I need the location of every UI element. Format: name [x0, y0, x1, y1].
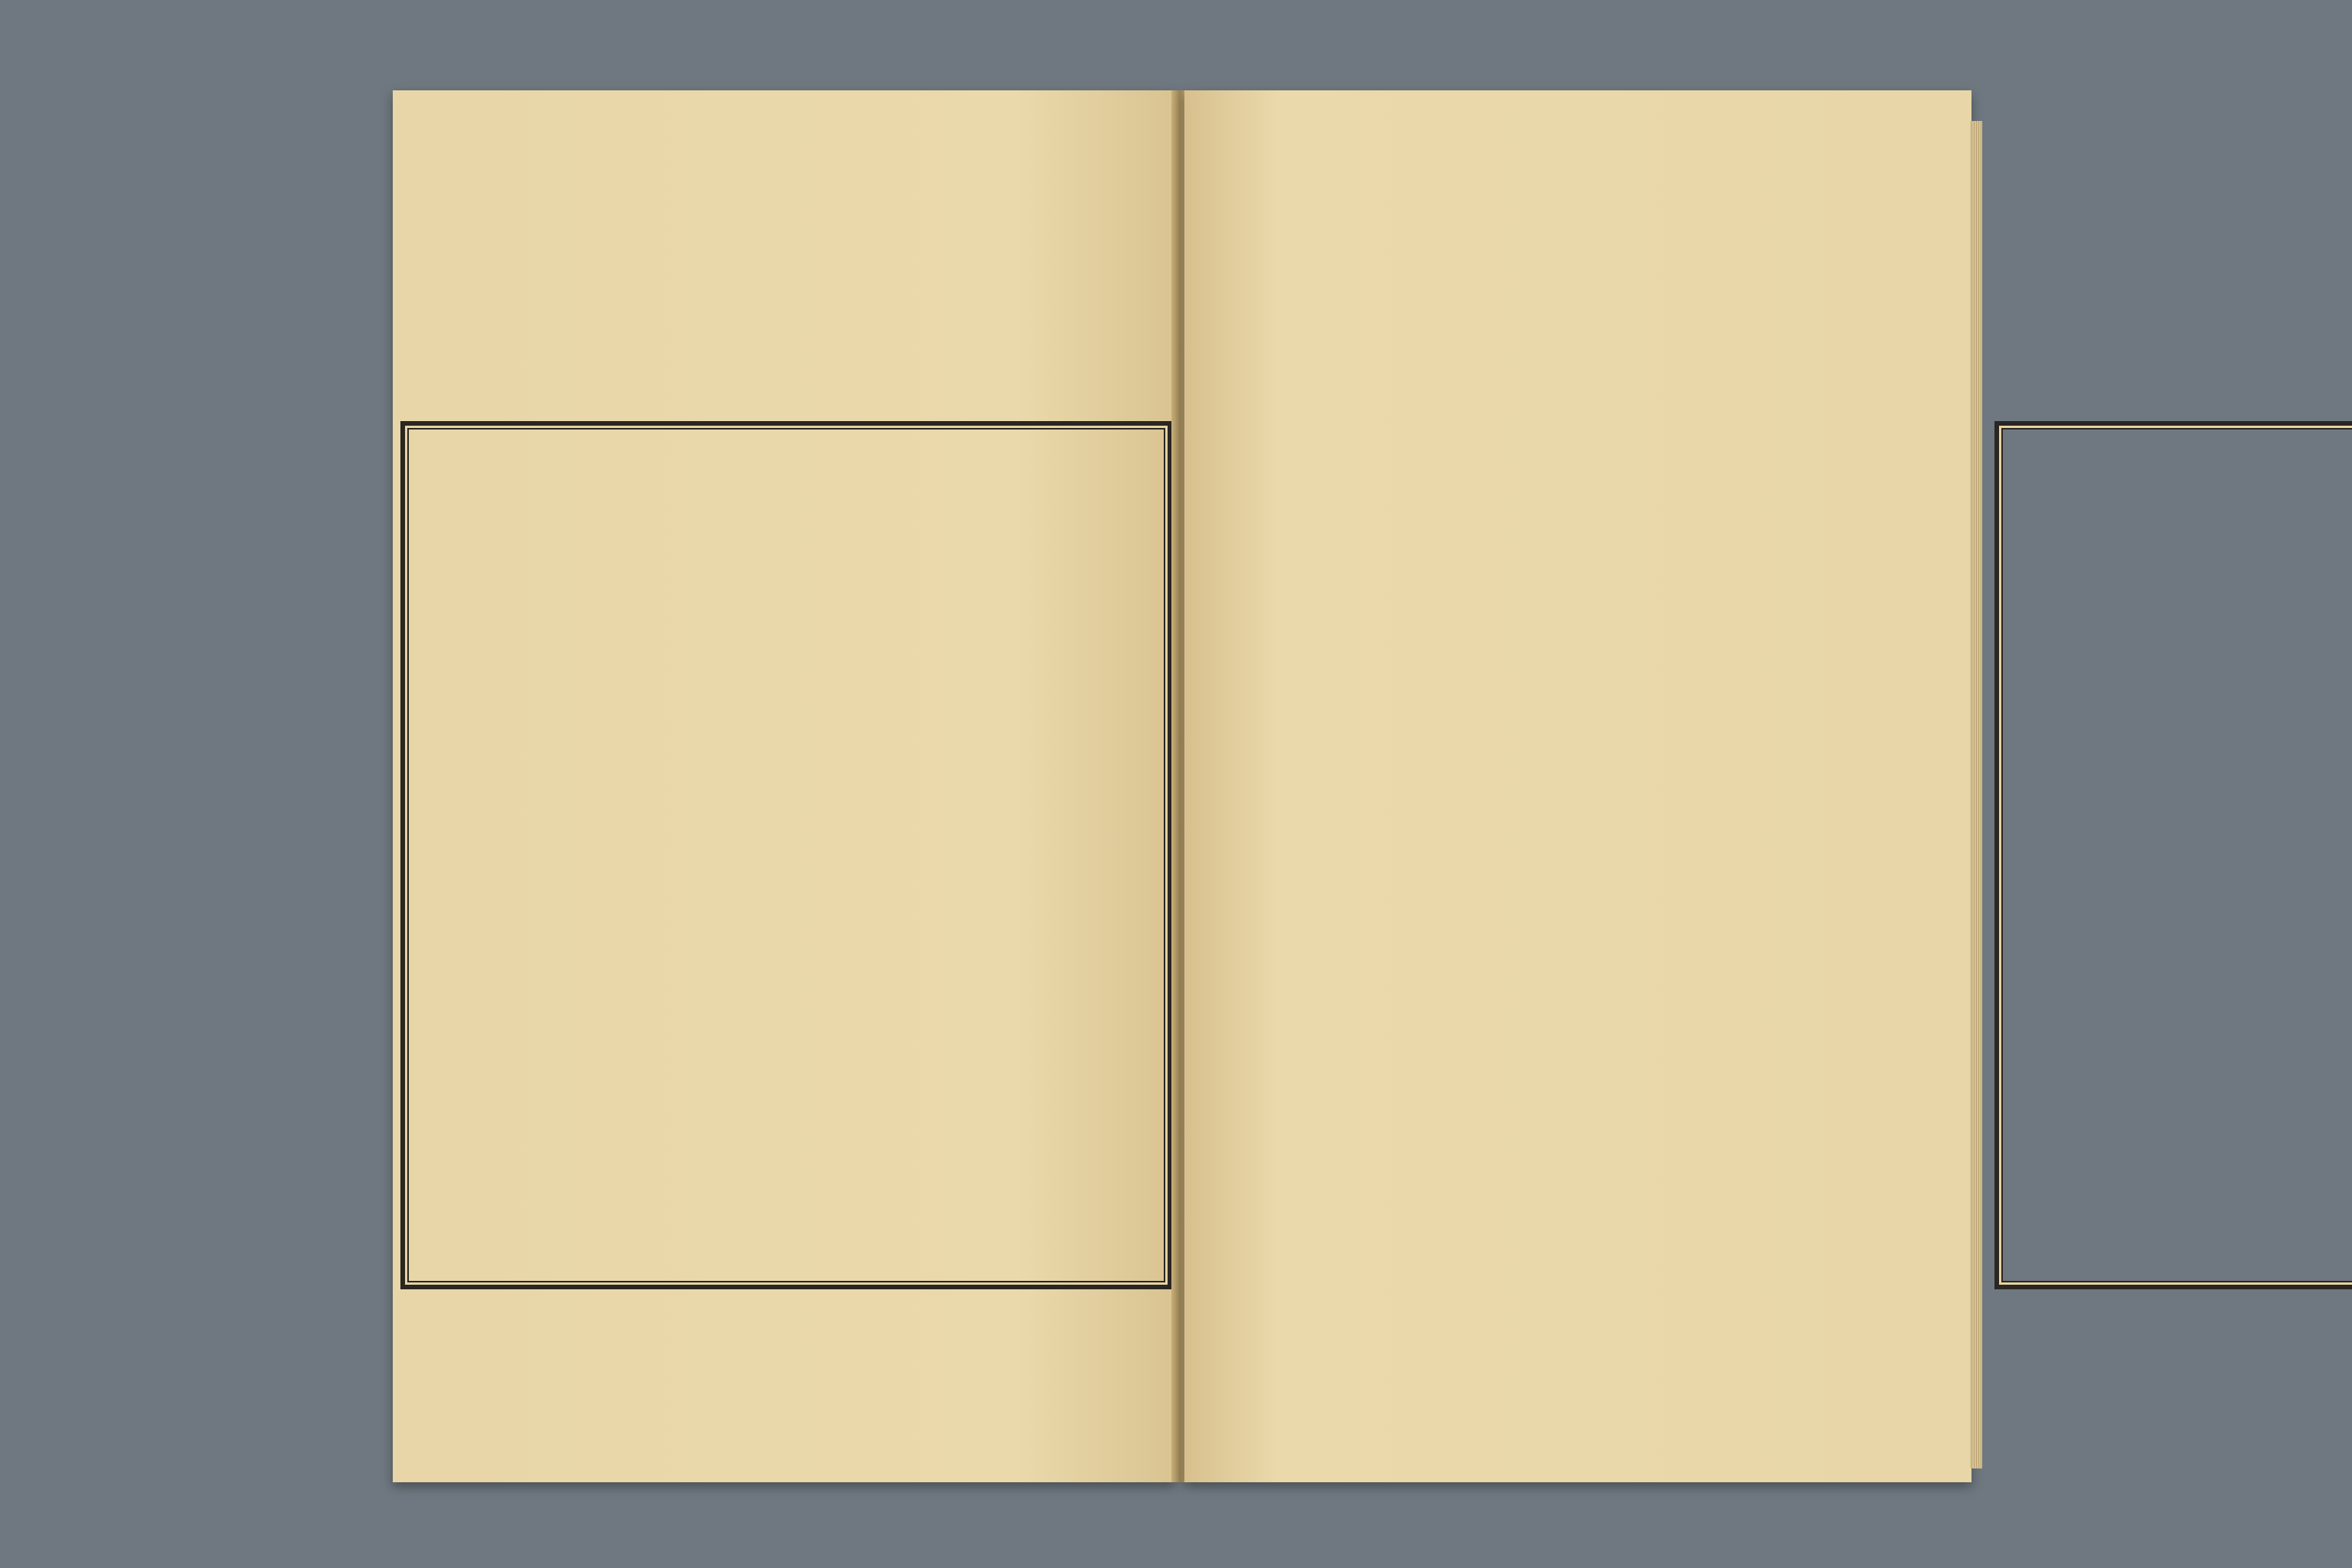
- open-book: [387, 90, 1979, 1491]
- page-edges: [1970, 121, 1982, 1468]
- right-page-frame: [1994, 421, 2352, 1289]
- right-text-columns: [2007, 433, 2352, 1277]
- left-margin-column: [1126, 433, 1160, 1277]
- left-page-frame: [400, 421, 1172, 1289]
- left-text-columns: [413, 433, 1160, 1277]
- right-page: [1184, 90, 1971, 1482]
- left-page: [393, 90, 1175, 1482]
